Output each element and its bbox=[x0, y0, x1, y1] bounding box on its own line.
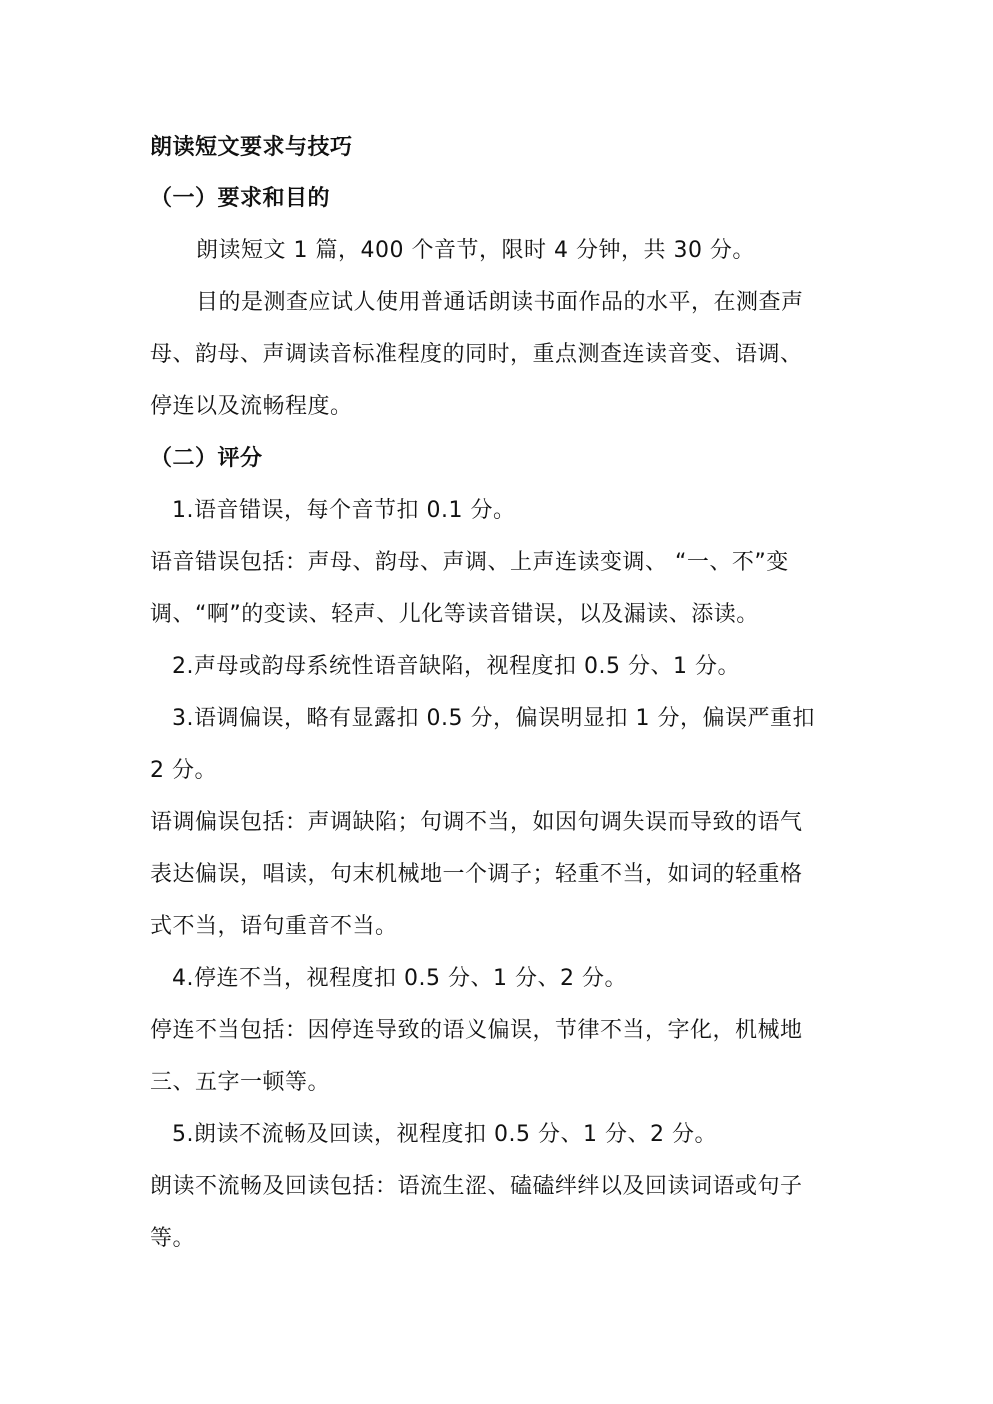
paragraph-requirements: 朗读短文 1 篇，400 个音节，限时 4 分钟，共 30 分。 bbox=[196, 238, 755, 263]
scoring-item-5-note-line-2: 等。 bbox=[150, 1226, 196, 1251]
scoring-item-1: 1.语音错误，每个音节扣 0.1 分。 bbox=[172, 498, 516, 523]
scoring-item-4: 4.停连不当，视程度扣 0.5 分、1 分、2 分。 bbox=[172, 966, 627, 991]
scoring-item-1-note-line-2: 调、“啊”的变读、轻声、儿化等读音错误，以及漏读、添读。 bbox=[150, 602, 759, 627]
scoring-item-4-note-line-2: 三、五字一顿等。 bbox=[150, 1070, 331, 1095]
section-heading-scoring: （二）评分 bbox=[150, 446, 263, 471]
paragraph-purpose-line-2: 母、韵母、声调读音标准程度的同时，重点测查连读音变、语调、 bbox=[150, 342, 803, 367]
scoring-item-3-note-line-2: 表达偏误，唱读，句末机械地一个调子；轻重不当，如词的轻重格 bbox=[150, 862, 803, 887]
scoring-item-2: 2.声母或韵母系统性语音缺陷，视程度扣 0.5 分、1 分。 bbox=[172, 654, 740, 679]
paragraph-purpose-line-3: 停连以及流畅程度。 bbox=[150, 394, 353, 419]
paragraph-purpose-line-1: 目的是测查应试人使用普通话朗读书面作品的水平，在测查声 bbox=[196, 290, 804, 315]
scoring-item-5-note-line-1: 朗读不流畅及回读包括：语流生涩、磕磕绊绊以及回读词语或句子 bbox=[150, 1174, 803, 1199]
section-heading-requirements: （一）要求和目的 bbox=[150, 186, 331, 211]
scoring-item-3-line-1: 3.语调偏误，略有显露扣 0.5 分，偏误明显扣 1 分，偏误严重扣 bbox=[172, 706, 815, 731]
scoring-item-3-note-line-3: 式不当，语句重音不当。 bbox=[150, 914, 398, 939]
scoring-item-1-note-line-1: 语音错误包括：声母、韵母、声调、上声连读变调、 “一、不”变 bbox=[150, 550, 789, 575]
scoring-item-3-note-line-1: 语调偏误包括：声调缺陷；句调不当，如因句调失误而导致的语气 bbox=[150, 810, 803, 835]
scoring-item-3-line-2: 2 分。 bbox=[150, 758, 217, 783]
scoring-item-4-note-line-1: 停连不当包括：因停连导致的语义偏误，节律不当，字化，机械地 bbox=[150, 1018, 803, 1043]
scoring-item-5: 5.朗读不流畅及回读，视程度扣 0.5 分、1 分、2 分。 bbox=[172, 1122, 717, 1147]
document-title: 朗读短文要求与技巧 bbox=[150, 135, 353, 160]
